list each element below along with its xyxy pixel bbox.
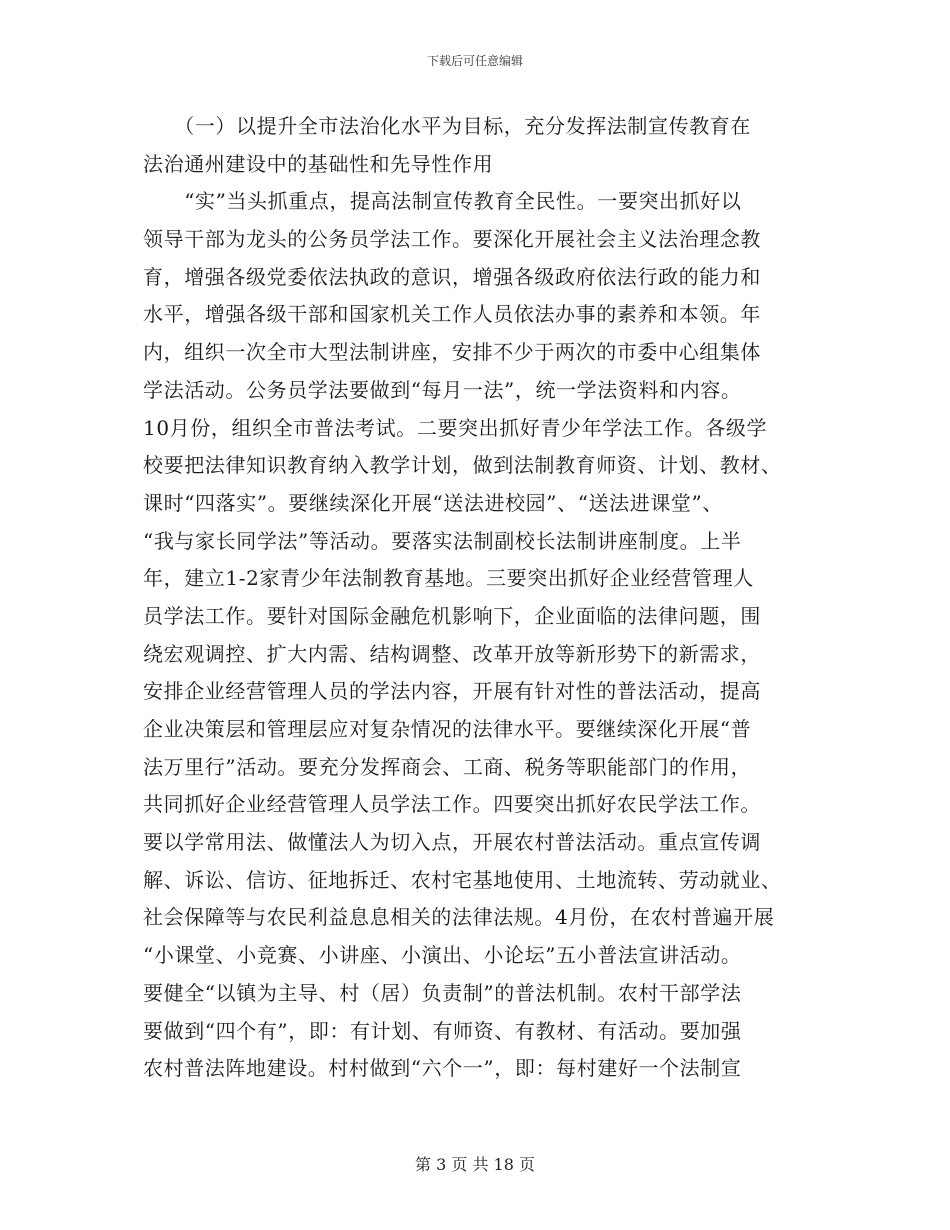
text-line: 领导干部为龙头的公务员学法工作。要深化开展社会主义法治理念教 xyxy=(143,227,761,252)
text-line: 10月份，组织全市普法考试。二要突出抓好青少年学法工作。各级学 xyxy=(143,415,768,440)
text-line: “我与家长同学法”等活动。要落实法制副校长法制讲座制度。上半 xyxy=(143,528,742,553)
text-line: 年，建立1-2家青少年法制教育基地。三要突出抓好企业经营管理人 xyxy=(143,566,754,591)
text-line: 要做到“四个有”，即：有计划、有师资、有教材、有活动。要加强 xyxy=(143,1018,742,1043)
text-line: 绕宏观调控、扩大内需、结构调整、改革开放等新形势下的新需求， xyxy=(143,641,761,666)
text-line: 员学法工作。要针对国际金融危机影响下，企业面临的法律问题，围 xyxy=(143,603,761,628)
text-line: 农村普法阵地建设。村村做到“六个一”，即：每村建好一个法制宣 xyxy=(143,1056,742,1081)
text-line: “实”当头抓重点，提高法制宣传教育全民性。一要突出抓好以 xyxy=(143,189,742,214)
text-line: 要以学常用法、做懂法人为切入点，开展农村普法活动。重点宣传调 xyxy=(143,830,761,855)
text-line: 育，增强各级党委依法执政的意识，增强各级政府依法行政的能力和 xyxy=(143,264,761,289)
page-number: 第 3 页 共 18 页 xyxy=(415,1155,535,1174)
text-line: 内，组织一次全市大型法制讲座，安排不少于两次的市委中心组集体 xyxy=(143,340,761,365)
text-line: 企业决策层和管理层应对复杂情况的法律水平。要继续深化开展“普 xyxy=(143,717,752,741)
text-line: 社会保障等与农民利益息息相关的法律法规。4月份，在农村普遍开展 xyxy=(143,905,775,930)
text-line: 要健全“以镇为主导、村（居）负责制”的普法机制。农村干部学法 xyxy=(143,980,742,1005)
text-line: 法治通州建设中的基础性和先导性作用 xyxy=(143,151,494,176)
text-line: （一）以提升全市法治化水平为目标，充分发挥法制宣传教育在 xyxy=(143,114,751,138)
page-header: 下载后可任意编辑 xyxy=(426,54,523,68)
text-line: 课时“四落实”。要继续深化开展“送法进校园”、“送法进课堂”、 xyxy=(143,490,723,515)
text-line: 校要把法律知识教育纳入教学计划，做到法制教育师资、计划、教材、 xyxy=(143,453,782,478)
text-line: 共同抓好企业经营管理人员学法工作。四要突出抓好农民学法工作。 xyxy=(143,792,761,817)
text-line: “小课堂、小竞赛、小讲座、小演出、小论坛”五小普法宣讲活动。 xyxy=(143,943,742,968)
text-line: 解、诉讼、信访、征地拆迁、农村宅基地使用、土地流转、劳动就业、 xyxy=(143,867,782,892)
text-line: 安排企业经营管理人员的学法内容，开展有针对性的普法活动，提高 xyxy=(143,679,761,704)
text-line: 学法活动。公务员学法要做到“每月一法”，统一学法资料和内容。 xyxy=(143,377,742,402)
text-line: 法万里行”活动。要充分发挥商会、工商、税务等职能部门的作用， xyxy=(143,754,752,779)
text-line: 水平，增强各级干部和国家机关工作人员依法办事的素养和本领。年 xyxy=(143,302,761,327)
document-body xyxy=(143,108,813,1088)
